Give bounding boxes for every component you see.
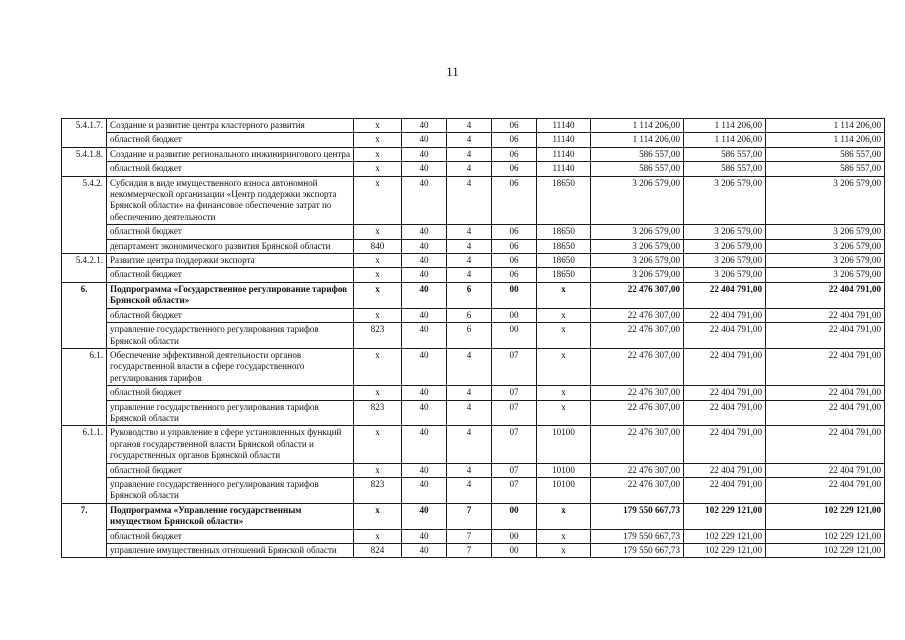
row-code: 5.4.2.	[62, 176, 107, 225]
amount-year1: 22 476 307,00	[591, 323, 684, 349]
col-main-event: 00	[492, 323, 537, 349]
col-direction: 10100	[537, 477, 591, 503]
col-pgp: 4	[447, 133, 492, 147]
col-gp: 40	[402, 323, 447, 349]
amount-year3: 102 229 121,00	[766, 544, 885, 558]
row-name: Развитие центра поддержки экспорта	[107, 254, 354, 268]
col-pgp: 4	[447, 176, 492, 225]
row-name: областной бюджет	[107, 463, 354, 477]
col-main-event: 00	[492, 529, 537, 543]
amount-year1: 3 206 579,00	[591, 268, 684, 282]
amount-year3: 102 229 121,00	[766, 503, 885, 529]
amount-year2: 102 229 121,00	[684, 529, 766, 543]
col-gp: 40	[402, 426, 447, 463]
amount-year2: 3 206 579,00	[684, 225, 766, 239]
col-pgp: 4	[447, 239, 492, 253]
table-row	[62, 426, 885, 463]
table-row	[62, 386, 885, 400]
row-code: 5.4.1.7.	[62, 119, 107, 133]
row-code: 7.	[62, 503, 107, 529]
row-code	[62, 323, 107, 349]
col-gp: 40	[402, 544, 447, 558]
row-name: Субсидия в виде имущественного взноса автономной некоммерческой организации «Центр поддержки экспорта Брянской области» на финансовое обеспечение затрат по обеспечению деятельности	[107, 176, 354, 225]
col-direction: х	[537, 529, 591, 543]
col-admin: х	[354, 147, 402, 161]
row-name: Руководство и управление в сфере установленных функций органов государственной власти Брянской области и государственных органов Брянской области	[107, 426, 354, 463]
table-row	[62, 133, 885, 147]
col-admin: х	[354, 386, 402, 400]
col-direction: 18650	[537, 254, 591, 268]
amount-year2: 22 404 791,00	[684, 426, 766, 463]
row-code	[62, 268, 107, 282]
amount-year1: 3 206 579,00	[591, 225, 684, 239]
col-main-event: 00	[492, 282, 537, 308]
amount-year1: 22 476 307,00	[591, 426, 684, 463]
amount-year1: 22 476 307,00	[591, 463, 684, 477]
table-row	[62, 477, 885, 503]
col-direction: 11140	[537, 147, 591, 161]
row-code: 5.4.2.1.	[62, 254, 107, 268]
amount-year2: 22 404 791,00	[684, 282, 766, 308]
col-admin: х	[354, 254, 402, 268]
table-row	[62, 282, 885, 308]
col-pgp: 6	[447, 308, 492, 322]
col-pgp: 6	[447, 323, 492, 349]
col-pgp: 4	[447, 162, 492, 176]
amount-year3: 22 404 791,00	[766, 348, 885, 385]
col-direction: х	[537, 386, 591, 400]
row-name: областной бюджет	[107, 225, 354, 239]
table-row	[62, 268, 885, 282]
col-gp: 40	[402, 477, 447, 503]
col-gp: 40	[402, 254, 447, 268]
row-name: управление государственного регулирования тарифов Брянской области	[107, 323, 354, 349]
amount-year2: 22 404 791,00	[684, 386, 766, 400]
row-name: областной бюджет	[107, 268, 354, 282]
col-admin: х	[354, 529, 402, 543]
col-admin: х	[354, 176, 402, 225]
col-main-event: 07	[492, 386, 537, 400]
row-name: департамент экономического развития Брянской области	[107, 239, 354, 253]
col-gp: 40	[402, 225, 447, 239]
row-name: областной бюджет	[107, 529, 354, 543]
amount-year1: 3 206 579,00	[591, 239, 684, 253]
col-main-event: 00	[492, 503, 537, 529]
col-admin: х	[354, 463, 402, 477]
col-gp: 40	[402, 463, 447, 477]
row-name: Подпрограмма «Управление государственным имуществом Брянской области»	[107, 503, 354, 529]
col-admin: х	[354, 348, 402, 385]
amount-year2: 102 229 121,00	[684, 503, 766, 529]
col-direction: х	[537, 348, 591, 385]
col-pgp: 4	[447, 268, 492, 282]
amount-year3: 22 404 791,00	[766, 400, 885, 426]
col-direction: 18650	[537, 239, 591, 253]
col-pgp: 4	[447, 147, 492, 161]
amount-year1: 3 206 579,00	[591, 254, 684, 268]
col-main-event: 06	[492, 119, 537, 133]
row-code: 5.4.1.8.	[62, 147, 107, 161]
col-gp: 40	[402, 119, 447, 133]
amount-year1: 586 557,00	[591, 147, 684, 161]
col-admin: х	[354, 162, 402, 176]
row-name: Обеспечение эффективной деятельности органов государственной власти в сфере государственного регулирования тарифов	[107, 348, 354, 385]
row-name: управление государственного регулирования тарифов Брянской области	[107, 400, 354, 426]
amount-year1: 1 114 206,00	[591, 119, 684, 133]
col-gp: 40	[402, 386, 447, 400]
col-direction: х	[537, 323, 591, 349]
col-direction: 10100	[537, 426, 591, 463]
table-row	[62, 544, 885, 558]
amount-year1: 179 550 667,73	[591, 529, 684, 543]
amount-year3: 22 404 791,00	[766, 463, 885, 477]
col-direction: х	[537, 544, 591, 558]
row-code	[62, 477, 107, 503]
col-pgp: 7	[447, 503, 492, 529]
page-number: 11	[446, 64, 459, 79]
col-admin: х	[354, 133, 402, 147]
amount-year3: 1 114 206,00	[766, 119, 885, 133]
amount-year2: 3 206 579,00	[684, 268, 766, 282]
col-direction: 18650	[537, 225, 591, 239]
col-admin: 823	[354, 323, 402, 349]
amount-year3: 1 114 206,00	[766, 133, 885, 147]
amount-year3: 586 557,00	[766, 162, 885, 176]
table-row	[62, 463, 885, 477]
col-pgp: 7	[447, 544, 492, 558]
col-gp: 40	[402, 133, 447, 147]
col-pgp: 7	[447, 529, 492, 543]
col-main-event: 06	[492, 254, 537, 268]
col-gp: 40	[402, 348, 447, 385]
col-main-event: 06	[492, 162, 537, 176]
col-admin: 840	[354, 239, 402, 253]
col-gp: 40	[402, 529, 447, 543]
amount-year3: 586 557,00	[766, 147, 885, 161]
amount-year2: 3 206 579,00	[684, 176, 766, 225]
amount-year2: 22 404 791,00	[684, 323, 766, 349]
col-main-event: 06	[492, 225, 537, 239]
col-admin: х	[354, 503, 402, 529]
budget-table	[61, 118, 885, 558]
col-main-event: 06	[492, 239, 537, 253]
col-direction: 18650	[537, 176, 591, 225]
col-gp: 40	[402, 176, 447, 225]
amount-year1: 22 476 307,00	[591, 477, 684, 503]
col-gp: 40	[402, 268, 447, 282]
col-direction: 11140	[537, 119, 591, 133]
col-pgp: 4	[447, 225, 492, 239]
amount-year1: 179 550 667,73	[591, 544, 684, 558]
col-admin: х	[354, 268, 402, 282]
col-direction: х	[537, 308, 591, 322]
amount-year3: 22 404 791,00	[766, 323, 885, 349]
table-row	[62, 254, 885, 268]
amount-year2: 586 557,00	[684, 162, 766, 176]
table-row	[62, 225, 885, 239]
amount-year2: 1 114 206,00	[684, 133, 766, 147]
table-row	[62, 308, 885, 322]
amount-year3: 3 206 579,00	[766, 239, 885, 253]
table-row	[62, 147, 885, 161]
col-gp: 40	[402, 308, 447, 322]
col-direction: 10100	[537, 463, 591, 477]
table-row	[62, 503, 885, 529]
amount-year2: 22 404 791,00	[684, 400, 766, 426]
col-pgp: 4	[447, 254, 492, 268]
col-main-event: 06	[492, 176, 537, 225]
amount-year3: 102 229 121,00	[766, 529, 885, 543]
row-code: 6.1.	[62, 348, 107, 385]
row-code	[62, 308, 107, 322]
col-main-event: 07	[492, 400, 537, 426]
table-row	[62, 323, 885, 349]
amount-year2: 22 404 791,00	[684, 463, 766, 477]
table-row	[62, 119, 885, 133]
amount-year3: 3 206 579,00	[766, 254, 885, 268]
row-code	[62, 133, 107, 147]
amount-year2: 1 114 206,00	[684, 119, 766, 133]
row-code	[62, 162, 107, 176]
col-pgp: 4	[447, 400, 492, 426]
row-code: 6.	[62, 282, 107, 308]
table-row	[62, 176, 885, 225]
amount-year1: 22 476 307,00	[591, 282, 684, 308]
col-pgp: 4	[447, 386, 492, 400]
table-row	[62, 348, 885, 385]
table-row	[62, 239, 885, 253]
amount-year3: 22 404 791,00	[766, 426, 885, 463]
col-direction: х	[537, 400, 591, 426]
row-code	[62, 463, 107, 477]
col-main-event: 07	[492, 463, 537, 477]
amount-year2: 3 206 579,00	[684, 239, 766, 253]
row-code	[62, 400, 107, 426]
col-pgp: 4	[447, 119, 492, 133]
amount-year1: 3 206 579,00	[591, 176, 684, 225]
col-admin: х	[354, 119, 402, 133]
col-main-event: 07	[492, 348, 537, 385]
amount-year2: 102 229 121,00	[684, 544, 766, 558]
amount-year1: 22 476 307,00	[591, 348, 684, 385]
col-admin: х	[354, 225, 402, 239]
amount-year1: 1 114 206,00	[591, 133, 684, 147]
col-main-event: 00	[492, 544, 537, 558]
amount-year1: 586 557,00	[591, 162, 684, 176]
row-name: областной бюджет	[107, 386, 354, 400]
row-name: управление имущественных отношений Брянской области	[107, 544, 354, 558]
row-name: Подпрограмма «Государственное регулирование тарифов Брянской области»	[107, 282, 354, 308]
col-gp: 40	[402, 239, 447, 253]
col-pgp: 4	[447, 463, 492, 477]
amount-year3: 22 404 791,00	[766, 282, 885, 308]
amount-year3: 22 404 791,00	[766, 386, 885, 400]
col-direction: 11140	[537, 162, 591, 176]
table-row	[62, 529, 885, 543]
col-pgp: 4	[447, 477, 492, 503]
col-main-event: 06	[492, 147, 537, 161]
row-code	[62, 239, 107, 253]
amount-year1: 22 476 307,00	[591, 308, 684, 322]
col-gp: 40	[402, 162, 447, 176]
row-code	[62, 544, 107, 558]
col-direction: 18650	[537, 268, 591, 282]
col-gp: 40	[402, 282, 447, 308]
row-code	[62, 386, 107, 400]
col-admin: 824	[354, 544, 402, 558]
amount-year2: 22 404 791,00	[684, 348, 766, 385]
row-name: областной бюджет	[107, 133, 354, 147]
table-row	[62, 162, 885, 176]
amount-year1: 179 550 667,73	[591, 503, 684, 529]
amount-year3: 22 404 791,00	[766, 308, 885, 322]
col-direction: 11140	[537, 133, 591, 147]
amount-year1: 22 476 307,00	[591, 400, 684, 426]
amount-year2: 3 206 579,00	[684, 254, 766, 268]
table-row	[62, 400, 885, 426]
col-pgp: 4	[447, 348, 492, 385]
col-direction: х	[537, 282, 591, 308]
col-gp: 40	[402, 147, 447, 161]
row-code: 6.1.1.	[62, 426, 107, 463]
row-name: областной бюджет	[107, 308, 354, 322]
amount-year3: 22 404 791,00	[766, 477, 885, 503]
row-name: управление государственного регулирования тарифов Брянской области	[107, 477, 354, 503]
amount-year2: 22 404 791,00	[684, 477, 766, 503]
row-name: Создание и развитие регионального инжинирингового центра	[107, 147, 354, 161]
col-admin: 823	[354, 477, 402, 503]
col-direction: х	[537, 503, 591, 529]
row-code	[62, 529, 107, 543]
col-admin: х	[354, 282, 402, 308]
col-admin: 823	[354, 400, 402, 426]
row-name: Создание и развитие центра кластерного развития	[107, 119, 354, 133]
col-admin: х	[354, 308, 402, 322]
row-code	[62, 225, 107, 239]
amount-year3: 3 206 579,00	[766, 176, 885, 225]
col-main-event: 00	[492, 308, 537, 322]
col-main-event: 07	[492, 477, 537, 503]
amount-year2: 586 557,00	[684, 147, 766, 161]
col-gp: 40	[402, 503, 447, 529]
col-main-event: 06	[492, 268, 537, 282]
amount-year1: 22 476 307,00	[591, 386, 684, 400]
col-pgp: 4	[447, 426, 492, 463]
amount-year3: 3 206 579,00	[766, 268, 885, 282]
amount-year3: 3 206 579,00	[766, 225, 885, 239]
col-main-event: 06	[492, 133, 537, 147]
col-gp: 40	[402, 400, 447, 426]
col-pgp: 6	[447, 282, 492, 308]
col-admin: х	[354, 426, 402, 463]
col-main-event: 07	[492, 426, 537, 463]
amount-year2: 22 404 791,00	[684, 308, 766, 322]
row-name: областной бюджет	[107, 162, 354, 176]
